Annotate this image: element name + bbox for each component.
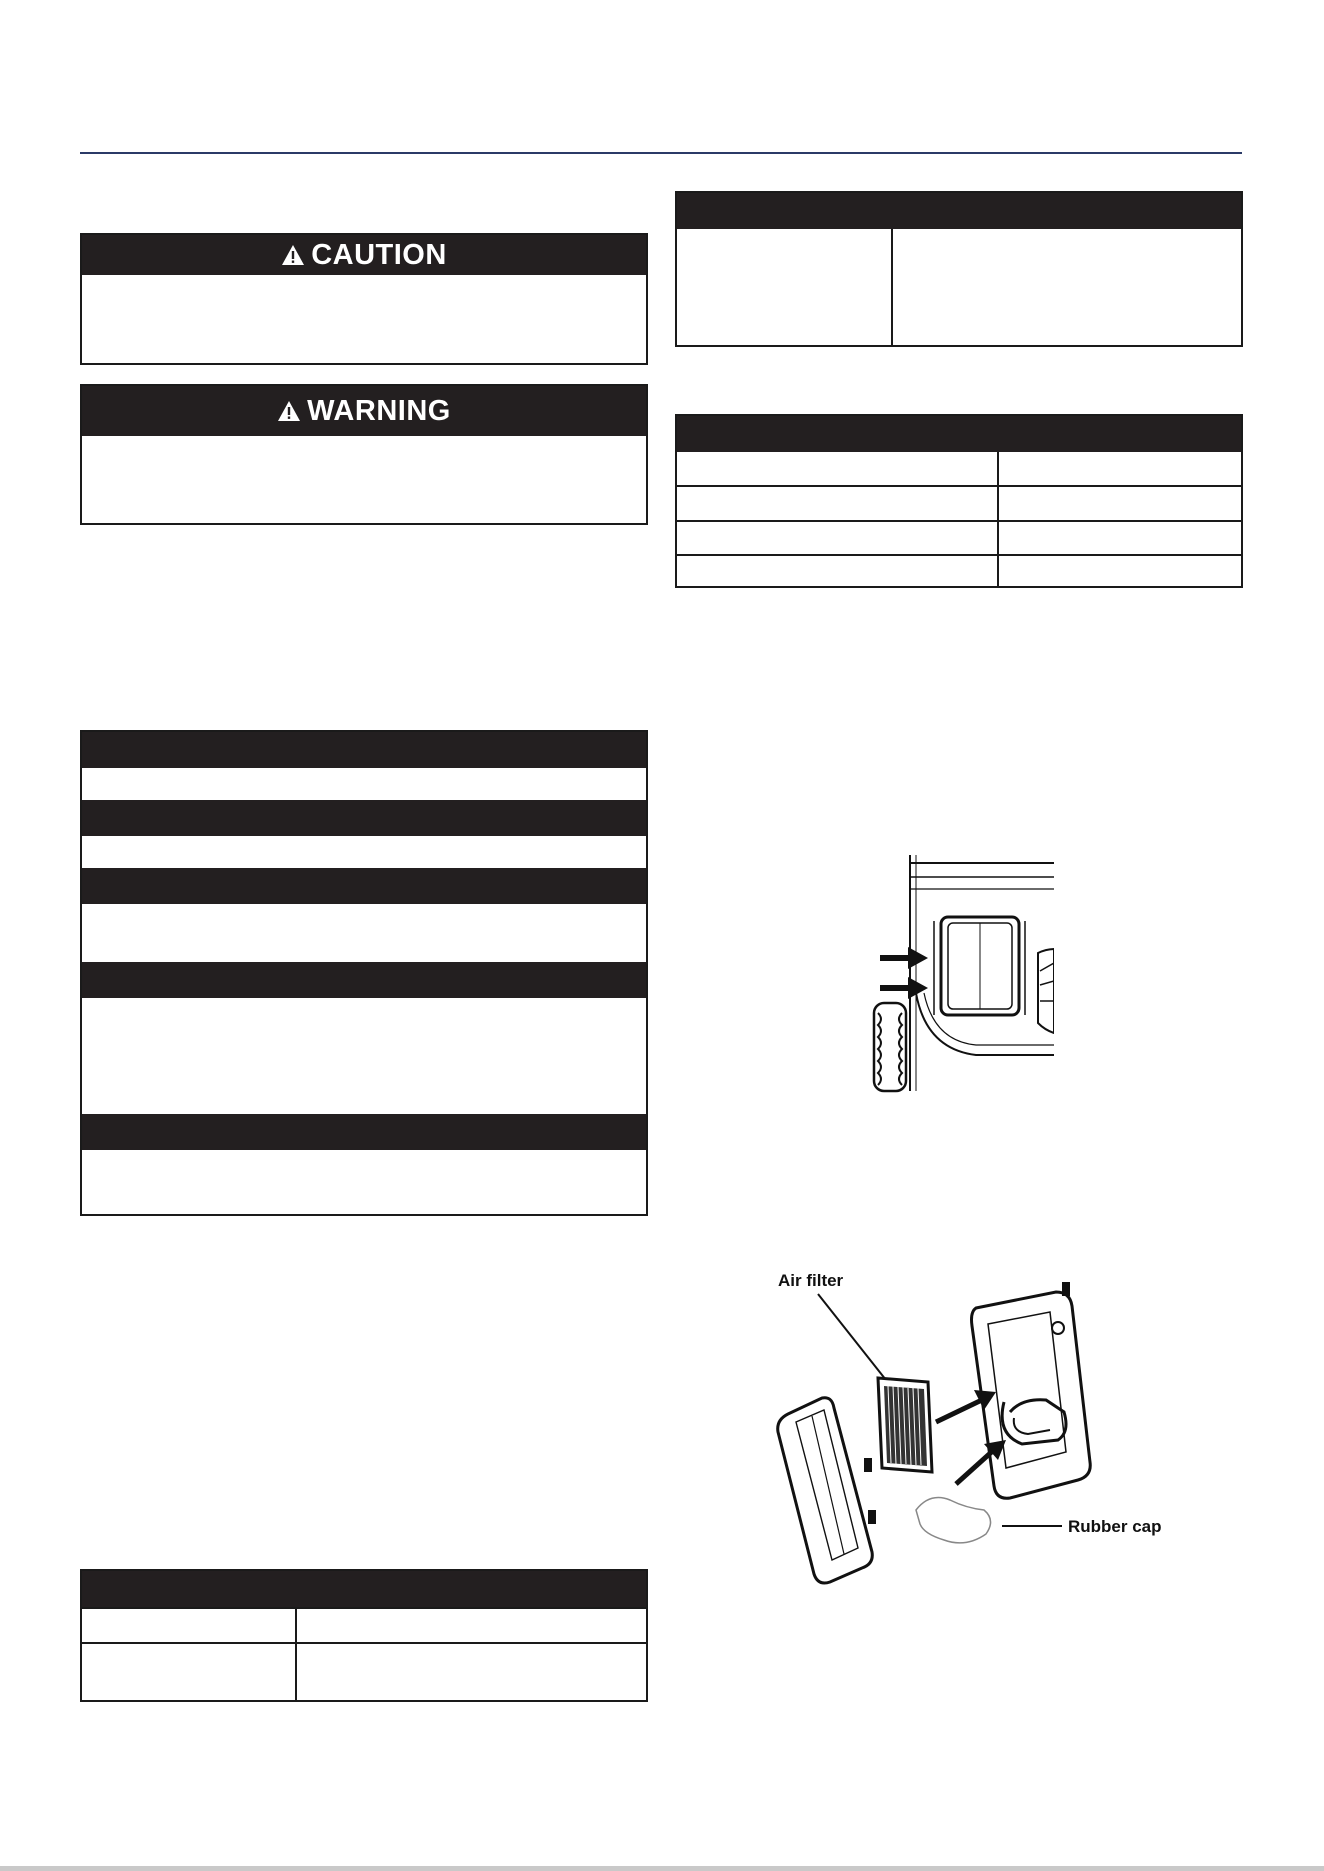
exploded-illustration xyxy=(760,1262,1180,1592)
air-filter-element xyxy=(878,1378,932,1472)
section-row-4 xyxy=(82,998,646,1114)
air-filter-exploded-figure xyxy=(760,1262,1180,1592)
caution-box xyxy=(80,233,648,365)
section-row-5 xyxy=(82,1150,646,1208)
section-row-3 xyxy=(82,904,646,962)
bottom-left-header xyxy=(82,1571,646,1607)
bottom-left-cell xyxy=(82,1609,295,1642)
section-bar-4 xyxy=(82,962,646,998)
spec-cell xyxy=(997,556,1241,586)
spec-row xyxy=(677,485,1241,520)
warning-triangle-icon xyxy=(277,400,301,422)
section-bar-1 xyxy=(82,732,646,768)
warning-label: WARNING xyxy=(307,394,451,427)
bottom-left-cell xyxy=(295,1609,646,1642)
section-bar-3 xyxy=(82,868,646,904)
bottom-left-row xyxy=(82,1607,646,1642)
spec-cell xyxy=(997,522,1241,554)
section-bar-2 xyxy=(82,800,646,836)
top-right-table xyxy=(675,191,1243,347)
spec-cell xyxy=(677,487,997,520)
bottom-left-cell xyxy=(82,1644,295,1700)
spec-cell xyxy=(677,556,997,586)
air-filter-label: Air filter xyxy=(778,1271,844,1290)
warning-header xyxy=(82,386,646,436)
rubber-cap-label: Rubber cap xyxy=(1068,1517,1162,1536)
air-filter-housing-figure xyxy=(868,853,1054,1093)
top-right-cell xyxy=(891,229,1241,345)
spec-table-header xyxy=(677,416,1241,452)
spec-cell xyxy=(997,452,1241,485)
warning-triangle-icon xyxy=(281,244,305,266)
spec-cell xyxy=(677,452,997,485)
top-right-row xyxy=(677,229,1241,345)
section-row-1 xyxy=(82,768,646,800)
spec-row xyxy=(677,452,1241,485)
spec-cell xyxy=(677,522,997,554)
top-right-cell xyxy=(677,229,891,345)
section-row-2 xyxy=(82,836,646,868)
bottom-left-cell xyxy=(295,1644,646,1700)
header-rule xyxy=(80,152,1242,154)
spec-row xyxy=(677,520,1241,554)
section-table xyxy=(80,730,648,1216)
spec-cell xyxy=(997,487,1241,520)
section-bar-5 xyxy=(82,1114,646,1150)
caution-label: CAUTION xyxy=(311,238,447,271)
spec-table xyxy=(675,414,1243,588)
bottom-left-table xyxy=(80,1569,648,1702)
housing-illustration xyxy=(868,853,1054,1093)
warning-box xyxy=(80,384,648,525)
bottom-left-row xyxy=(82,1642,646,1700)
footer-strip xyxy=(0,1866,1324,1871)
spec-row xyxy=(677,554,1241,586)
caution-header xyxy=(82,235,646,275)
top-right-header xyxy=(677,193,1241,229)
